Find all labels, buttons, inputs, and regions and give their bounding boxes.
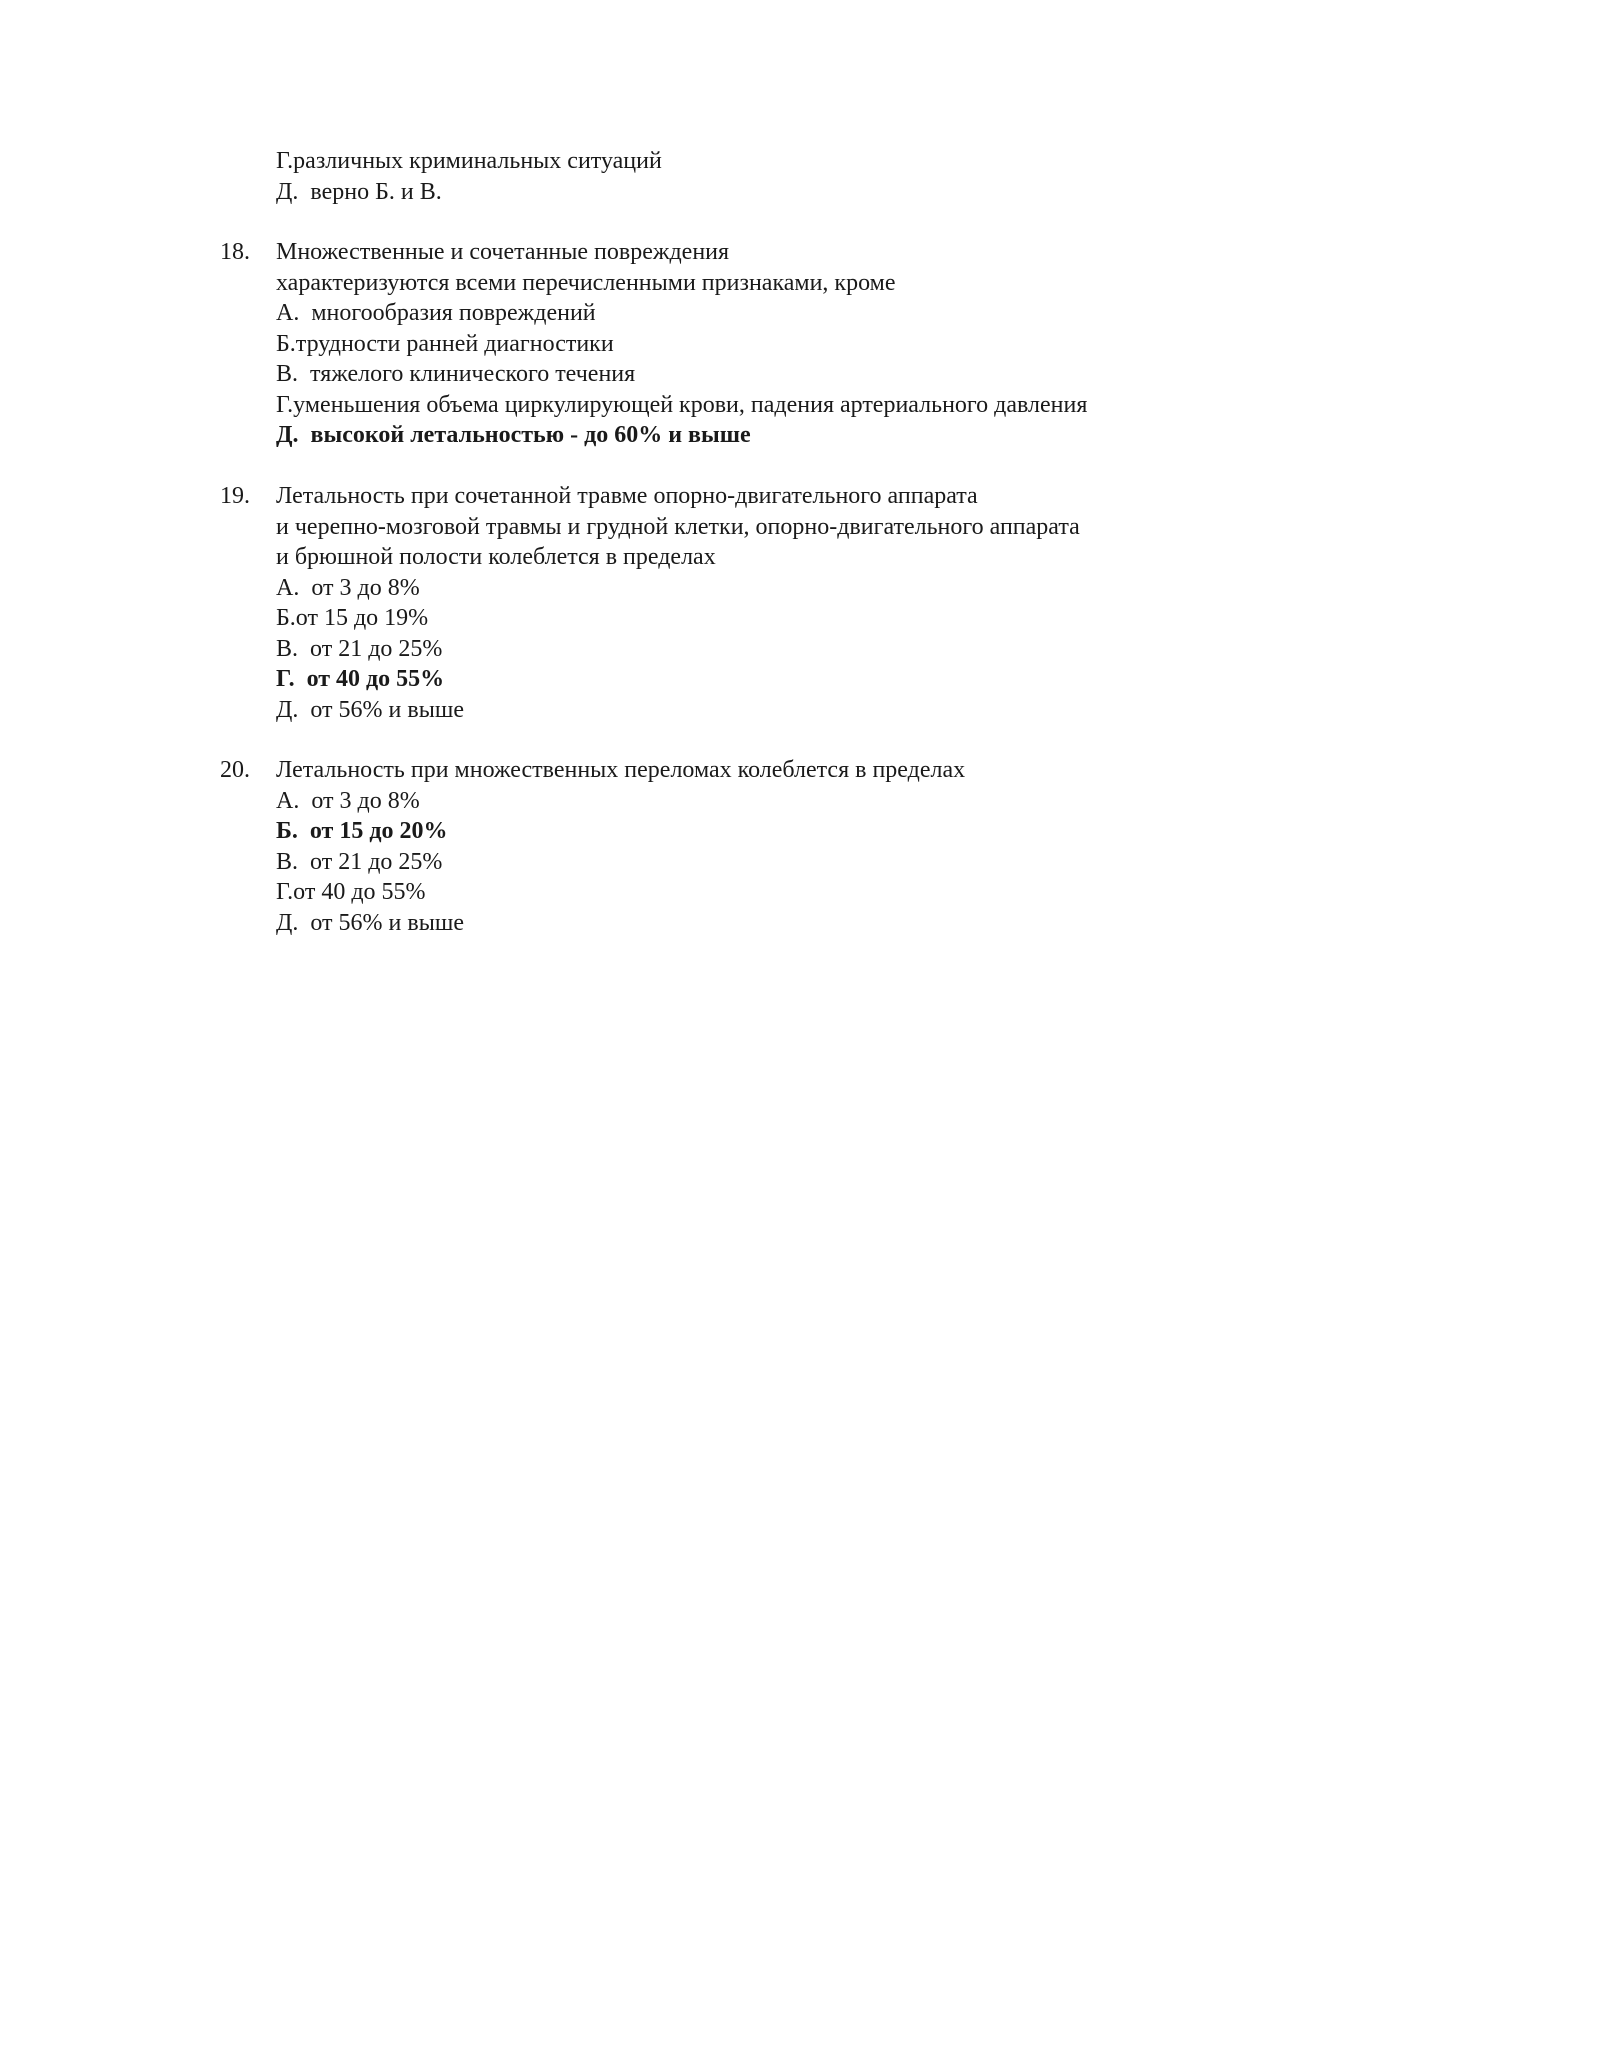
answer-option: [220, 603, 1420, 634]
answer-text: различных криминальных ситуаций: [293, 148, 662, 174]
prev-question-tail: [220, 146, 1420, 207]
question-text: Летальность при множественных переломах колеблется в пределах: [276, 757, 966, 783]
answer-text: от 15 до 19%: [295, 605, 429, 631]
question-line: [220, 542, 1420, 573]
answer-text: уменьшения объема циркулирующей крови, падения артериального давления: [293, 391, 1088, 418]
answer-text: от 3 до 8%: [311, 574, 420, 601]
answer-option: [220, 329, 1420, 360]
question-text: характеризуются всеми перечисленными признаками, кроме: [276, 269, 896, 296]
answer-text: от 56% и выше: [310, 909, 464, 936]
answer-label: Б.: [276, 330, 296, 357]
answer-text: от 21 до 25%: [310, 635, 443, 662]
answer-text: от 56% и выше: [310, 696, 464, 723]
answer-text: верно Б. и В.: [310, 178, 442, 205]
answer-label: В.: [276, 635, 299, 662]
answer-label: Д.: [276, 178, 299, 205]
answer-label: Г.: [276, 879, 294, 905]
question-number: 20.: [220, 757, 250, 783]
question-text: и брюшной полости колеблется в пределах: [276, 544, 716, 570]
answer-option: [220, 786, 1420, 817]
answer-label: Г.: [276, 666, 295, 692]
answer-text: от 40 до 55%: [306, 666, 445, 692]
question-text: и черепно-мозговой травмы и грудной клетки, опорно-двигательного аппарата: [276, 513, 1080, 540]
answer-option-correct: [220, 816, 1420, 847]
question-19: [220, 481, 1420, 725]
answer-text: тяжелого клинического течения: [310, 361, 636, 387]
answer-text: от 40 до 55%: [293, 879, 426, 905]
answer-text: многообразия повреждений: [311, 300, 596, 326]
answer-text: от 21 до 25%: [310, 848, 443, 875]
answer-label: А.: [276, 574, 300, 601]
answer-option: [220, 390, 1420, 421]
question-line: [220, 481, 1420, 512]
answer-option: [220, 177, 1420, 208]
answer-label: Г.: [276, 391, 294, 418]
answer-label: Б.: [276, 605, 296, 631]
answer-option: [220, 146, 1420, 177]
answer-text: высокой летальностью - до 60% и выше: [310, 422, 751, 448]
answer-label: А.: [276, 300, 300, 326]
answer-text: от 15 до 20%: [309, 818, 448, 844]
answer-option: [220, 634, 1420, 665]
answer-option: [220, 573, 1420, 604]
answer-label: В.: [276, 361, 299, 387]
answer-option-correct: [220, 664, 1420, 695]
answer-option: [220, 877, 1420, 908]
answer-option: [220, 359, 1420, 390]
answer-option: [220, 695, 1420, 726]
answer-label: Д.: [276, 909, 299, 936]
answer-option: [220, 298, 1420, 329]
answer-option-correct: [220, 420, 1420, 451]
answer-label: В.: [276, 848, 299, 875]
question-number: 19.: [220, 483, 250, 509]
question-number: 18.: [220, 239, 250, 265]
question-line: [220, 237, 1420, 268]
answer-label: Г.: [276, 148, 294, 174]
question-line: [220, 755, 1420, 786]
answer-label: Д.: [276, 696, 299, 723]
answer-label: А.: [276, 787, 300, 814]
question-18: [220, 237, 1420, 451]
question-text: Множественные и сочетанные повреждения: [276, 239, 730, 265]
question-20: [220, 755, 1420, 938]
question-line: [220, 512, 1420, 543]
question-line: [220, 268, 1420, 299]
answer-text: от 3 до 8%: [311, 787, 420, 814]
question-text: Летальность при сочетанной травме опорно-двигательного аппарата: [276, 483, 978, 509]
answer-option: [220, 908, 1420, 939]
answer-label: Д.: [276, 422, 299, 448]
answer-label: Б.: [276, 818, 298, 844]
answer-text: трудности ранней диагностики: [295, 330, 614, 357]
answer-option: [220, 847, 1420, 878]
